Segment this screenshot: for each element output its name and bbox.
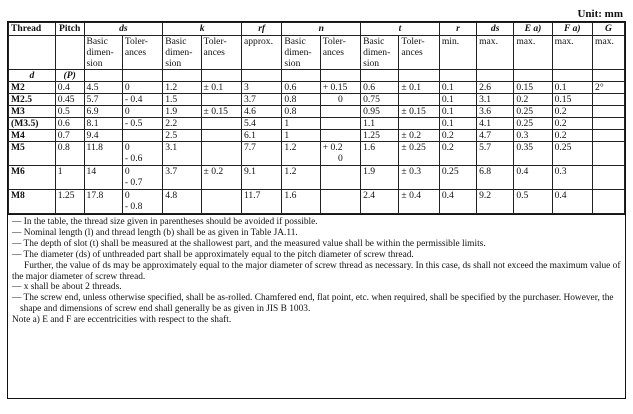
k-cell: 2.5 (163, 130, 201, 142)
ds-tol-cell: 0 - 0.7 (122, 166, 162, 190)
n-cell: 1.2 (282, 166, 320, 190)
subheader-basic: Basic dimen- sion (361, 36, 399, 70)
ds-tol-cell: 0 (122, 82, 162, 94)
g-cell (593, 106, 625, 118)
table-notes (8, 214, 625, 326)
n-tol-cell (320, 118, 360, 130)
t-tol-cell: ± 0.15 (399, 106, 439, 118)
k-tol-cell (201, 94, 241, 106)
header-g: G (593, 23, 625, 36)
note-line: — Nominal length (l) and thread length (b) shall be as given in Table JA.11. (12, 227, 298, 238)
k-tol-cell: ± 0.1 (201, 82, 241, 94)
t-tol-cell: ± 0.1 (399, 82, 439, 94)
r-cell: 0.1 (439, 106, 476, 118)
symbol-d: d (9, 70, 56, 82)
t-tol-cell: ± 0.3 (399, 166, 439, 190)
n-tol-cell (320, 190, 360, 214)
ds-max-cell: 9.2 (477, 190, 514, 214)
thread-cell: M2 (9, 82, 56, 94)
subheader-approx: approx. (241, 36, 281, 70)
ds-cell: 6.9 (84, 106, 122, 118)
table-row (9, 94, 625, 106)
rf-cell: 3.7 (241, 94, 281, 106)
thread-cell: M2.5 (9, 94, 56, 106)
n-cell: 1 (282, 130, 320, 142)
f-cell: 0.4 (552, 190, 592, 214)
t-tol-cell: ± 0.4 (399, 190, 439, 214)
pitch-cell: 0.45 (55, 94, 84, 106)
note-footnote: Note a) E and F are eccentricities with respect to the shaft. (12, 315, 232, 326)
f-cell: 0.2 (552, 130, 592, 142)
note-line: — The screw end, unless otherwise specified, shall be as-rolled. Chamfered end, flat point, etc. when required, shall be specified by the purchaser. However, the shape and dimensions of screw end shall generally be as given in JIS B 1003. (12, 293, 614, 315)
ds-cell: 9.4 (84, 130, 122, 142)
g-cell (593, 94, 625, 106)
k-tol-cell (201, 118, 241, 130)
n-tol-cell: 0 (320, 94, 360, 106)
ds-max-cell: 3.6 (477, 106, 514, 118)
n-cell: 1.2 (282, 142, 320, 166)
f-cell: 0.2 (552, 118, 592, 130)
ds-max-cell: 4.7 (477, 130, 514, 142)
header-t: t (361, 23, 440, 36)
t-tol-cell (399, 94, 439, 106)
e-cell: 0.3 (514, 130, 552, 142)
thread-cell: M4 (9, 130, 56, 142)
subheader-empty (9, 36, 56, 70)
table-row (9, 118, 625, 130)
header-pitch: Pitch (55, 23, 84, 36)
r-cell: 0.2 (439, 130, 476, 142)
subheader-tol: Toler- ances (122, 36, 162, 70)
rf-cell: 7.7 (241, 142, 281, 166)
rf-cell: 5.4 (241, 118, 281, 130)
table-row (9, 166, 625, 190)
ds-tol-cell (122, 130, 162, 142)
e-cell: 0.15 (514, 82, 552, 94)
pitch-cell: 1 (55, 166, 84, 190)
ds-cell: 14 (84, 166, 122, 190)
rf-cell: 6.1 (241, 130, 281, 142)
pitch-cell: 1.25 (55, 190, 84, 214)
ds-tol-cell: 0 (122, 106, 162, 118)
e-cell: 0.25 (514, 106, 552, 118)
table-row (9, 82, 625, 94)
ds-cell: 5.7 (84, 94, 122, 106)
ds-max-cell: 5.7 (477, 142, 514, 166)
subheader-basic: Basic dimen- sion (84, 36, 122, 70)
subheader-empty (55, 36, 84, 70)
rf-cell: 9.1 (241, 166, 281, 190)
spec-table-frame (7, 21, 626, 399)
thread-cell: (M3.5) (9, 118, 56, 130)
t-tol-cell (399, 118, 439, 130)
f-cell: 0.15 (552, 94, 592, 106)
pitch-cell: 0.6 (55, 118, 84, 130)
r-cell: 0.25 (439, 166, 476, 190)
pitch-cell: 0.4 (55, 82, 84, 94)
pitch-cell: 0.8 (55, 142, 84, 166)
k-cell: 1.5 (163, 94, 201, 106)
ds-max-cell: 2.6 (477, 82, 514, 94)
note-line: — x shall be about 2 threads. (12, 282, 122, 293)
subheader-basic: Basic dimen- sion (282, 36, 320, 70)
ds-cell: 4.5 (84, 82, 122, 94)
k-cell: 3.7 (163, 166, 201, 190)
e-cell: 0.2 (514, 94, 552, 106)
ds-cell: 8.1 (84, 118, 122, 130)
ds-tol-cell: - 0.5 (122, 118, 162, 130)
k-cell: 1.9 (163, 106, 201, 118)
ds-cell: 17.8 (84, 190, 122, 214)
e-cell: 0.5 (514, 190, 552, 214)
rf-cell: 4.6 (241, 106, 281, 118)
ds-max-cell: 6.8 (477, 166, 514, 190)
n-cell: 0.8 (282, 94, 320, 106)
ds-max-cell: 4.1 (477, 118, 514, 130)
k-tol-cell (201, 130, 241, 142)
dimension-table (8, 22, 625, 214)
r-cell: 0.1 (439, 118, 476, 130)
f-cell: 0.3 (552, 166, 592, 190)
note-line: Further, the value of ds may be approximately equal to the major diameter of screw thread as necessary. In this case, ds shall not exceed the maximum value of the major diameter of screw thread. (12, 260, 621, 282)
t-cell: 2.4 (361, 190, 399, 214)
k-tol-cell (201, 142, 241, 166)
pitch-cell: 0.5 (55, 106, 84, 118)
f-cell: 0.2 (552, 106, 592, 118)
subheader-max: max. (593, 36, 625, 70)
t-cell: 1.25 (361, 130, 399, 142)
header-thread: Thread (9, 23, 56, 36)
symbol-p: (P) (55, 70, 84, 82)
subheader-tol: Toler- ances (201, 36, 241, 70)
symbol-row (9, 70, 625, 82)
e-cell: 0.4 (514, 166, 552, 190)
ds-max-cell: 3.1 (477, 94, 514, 106)
note-line: — The depth of slot (t) shall be measured at the shallowest part, and the measured value shall be within the permissible limits. (12, 238, 486, 249)
k-cell: 3.1 (163, 142, 201, 166)
r-cell: 0.1 (439, 82, 476, 94)
ds-cell: 11.8 (84, 142, 122, 166)
f-cell: 0.1 (552, 82, 592, 94)
unit-label: Unit: mm (577, 8, 623, 20)
k-cell: 4.8 (163, 190, 201, 214)
header-f: F a) (552, 23, 592, 36)
n-tol-cell (320, 130, 360, 142)
header-e: E a) (514, 23, 552, 36)
g-cell (593, 142, 625, 166)
n-cell: 0.6 (282, 82, 320, 94)
n-tol-cell: + 0.15 (320, 82, 360, 94)
header-ds-max: ds (477, 23, 514, 36)
k-tol-cell: ± 0.2 (201, 166, 241, 190)
n-tol-cell (320, 106, 360, 118)
table-row (9, 142, 625, 166)
subheader-tol: Toler- ances (320, 36, 360, 70)
n-cell: 1 (282, 118, 320, 130)
g-cell (593, 118, 625, 130)
table-row (9, 130, 625, 142)
t-cell: 0.6 (361, 82, 399, 94)
pitch-cell: 0.7 (55, 130, 84, 142)
note-line: — The diameter (ds) of unthreaded part shall be approximately equal to the pitch diameter of screw thread. (12, 249, 414, 260)
k-tol-cell (201, 190, 241, 214)
header-ds: ds (84, 23, 163, 36)
k-cell: 2.2 (163, 118, 201, 130)
g-cell (593, 166, 625, 190)
n-tol-cell (320, 166, 360, 190)
t-cell: 1.9 (361, 166, 399, 190)
e-cell: 0.25 (514, 118, 552, 130)
subheader-row (9, 36, 625, 70)
subheader-max: max. (514, 36, 552, 70)
thread-cell: M8 (9, 190, 56, 214)
thread-cell: M5 (9, 142, 56, 166)
table-row (9, 106, 625, 118)
n-cell: 1.6 (282, 190, 320, 214)
r-cell: 0.4 (439, 190, 476, 214)
thread-cell: M6 (9, 166, 56, 190)
ds-tol-cell: 0 - 0.8 (122, 190, 162, 214)
g-cell (593, 190, 625, 214)
rf-cell: 11.7 (241, 190, 281, 214)
subheader-max: max. (552, 36, 592, 70)
thread-cell: M3 (9, 106, 56, 118)
ds-tol-cell: 0 - 0.6 (122, 142, 162, 166)
rf-cell: 3 (241, 82, 281, 94)
t-tol-cell: ± 0.25 (399, 142, 439, 166)
t-cell: 0.95 (361, 106, 399, 118)
table-row (9, 190, 625, 214)
k-tol-cell: ± 0.15 (201, 106, 241, 118)
header-k: k (163, 23, 242, 36)
t-cell: 1.6 (361, 142, 399, 166)
r-cell: 0.2 (439, 142, 476, 166)
subheader-basic: Basic dimen- sion (163, 36, 201, 70)
note-line: — In the table, the thread size given in parentheses should be avoided if possible. (12, 217, 318, 227)
n-cell: 0.8 (282, 106, 320, 118)
f-cell: 0.25 (552, 142, 592, 166)
n-tol-cell: + 0.2 0 (320, 142, 360, 166)
t-cell: 1.1 (361, 118, 399, 130)
ds-tol-cell: - 0.4 (122, 94, 162, 106)
e-cell: 0.35 (514, 142, 552, 166)
t-cell: 0.75 (361, 94, 399, 106)
g-cell: 2° (593, 82, 625, 94)
header-row (9, 23, 625, 36)
header-rf: rf (241, 23, 281, 36)
subheader-max: max. (477, 36, 514, 70)
header-n: n (282, 23, 361, 36)
g-cell (593, 130, 625, 142)
k-cell: 1.2 (163, 82, 201, 94)
header-r: r (439, 23, 476, 36)
t-tol-cell: ± 0.2 (399, 130, 439, 142)
subheader-min: min. (439, 36, 476, 70)
subheader-tol: Toler- ances (399, 36, 439, 70)
r-cell: 0.1 (439, 94, 476, 106)
